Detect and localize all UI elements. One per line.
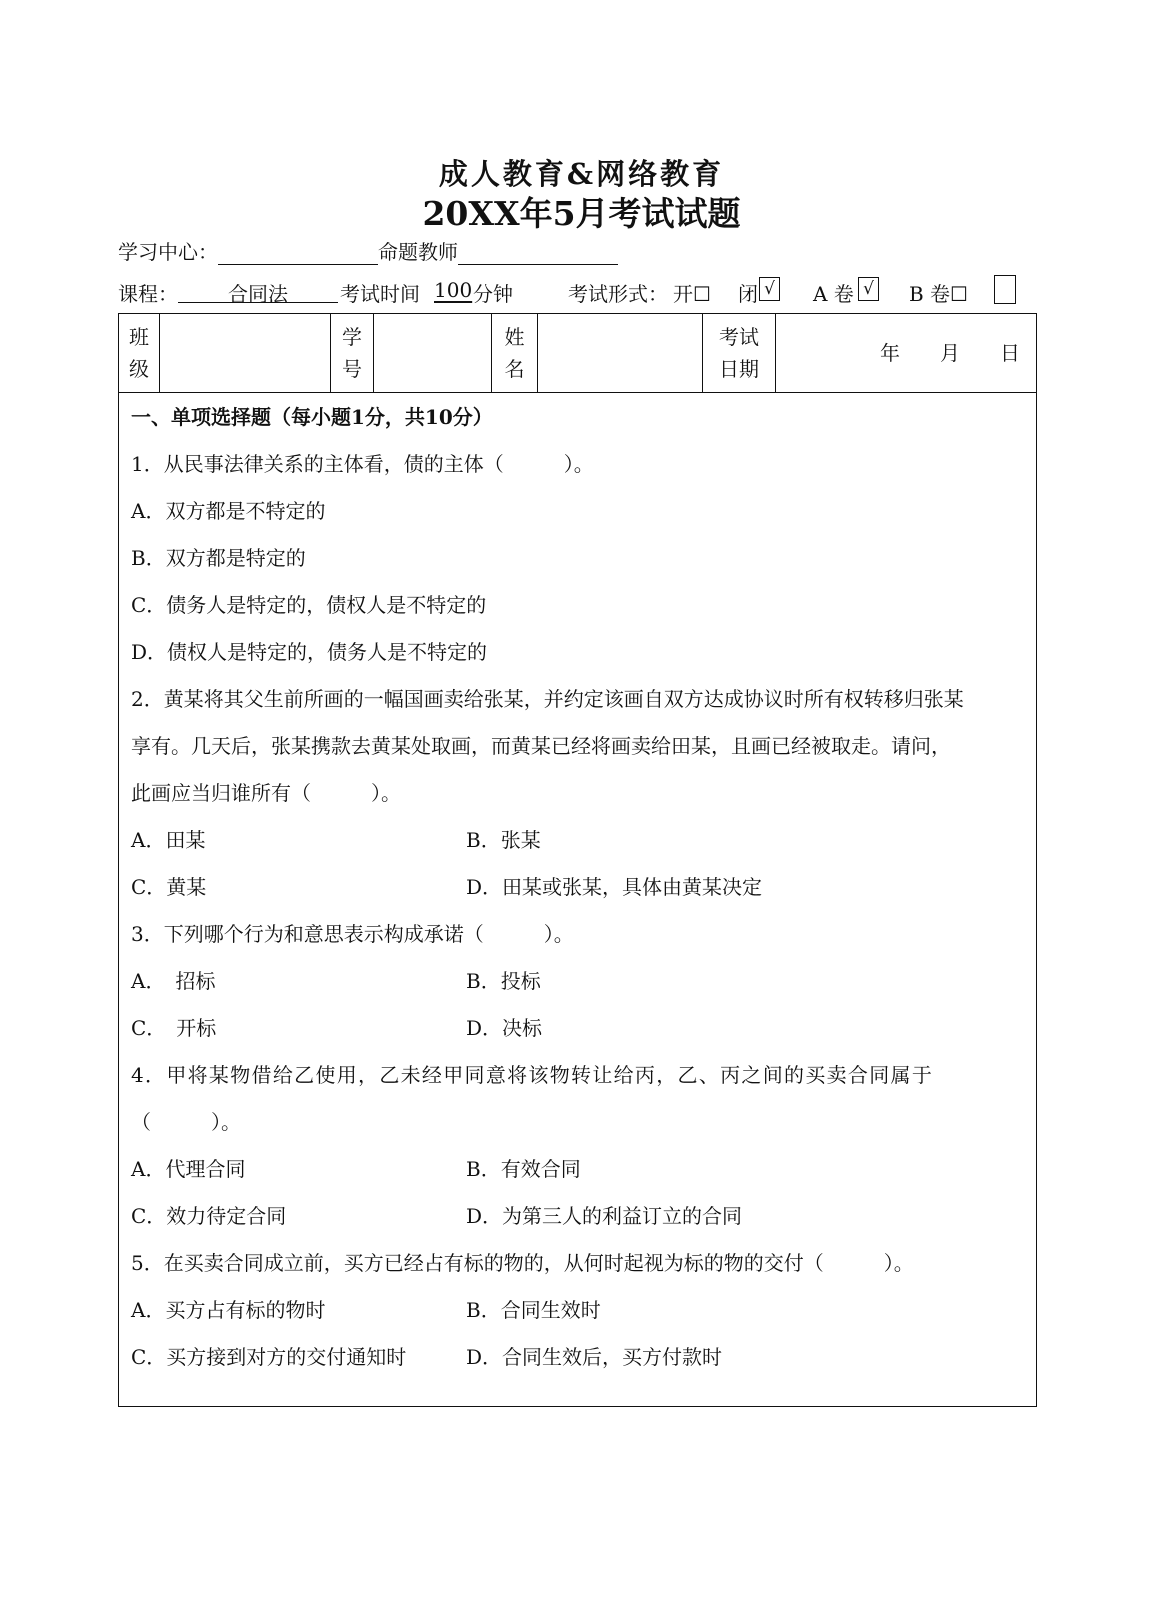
q4-option-c: C．效力待定合同 [131,1204,287,1228]
q3-option-b: B．投标 [466,969,541,993]
id-field[interactable] [374,314,492,393]
question-section [118,393,1037,1407]
class-label-cell [119,314,160,393]
name-label-1: 姓 [504,325,525,349]
q5-options-row2 [131,1341,1011,1370]
date-label-2: 日期 [719,357,759,381]
q1-option-b: B．双方都是特定的 [131,546,306,570]
name-field[interactable] [538,314,703,393]
q5-option-c: C．买方接到对方的交付通知时 [131,1345,407,1369]
q5-options-row1 [131,1294,1011,1323]
q2-stem-line3: 此画应当归谁所有（ ）。 [131,781,401,805]
q2-option-d: D．田某或张某，具体由黄某决定 [466,875,763,899]
teacher-label: 命题教师 [378,240,458,264]
date-label-cell [703,314,776,393]
class-field[interactable] [160,314,331,393]
q3-options-row1 [131,965,1011,994]
center-blank[interactable] [218,242,378,265]
q4-stem-line2: （ ）。 [131,1110,241,1134]
q2-options-row1 [131,824,1011,853]
open-option[interactable]: 开☐ [673,282,711,306]
id-label-2: 号 [342,357,362,381]
q4-option-b: B．有效合同 [466,1157,581,1181]
q5-option-a: A．买方占有标的物时 [131,1298,326,1322]
exam-title: 20XX年5月考试试题 [422,194,741,233]
q1-option-c: C．债务人是特定的，债权人是不特定的 [131,593,487,617]
a-paper-label: A 卷 [813,282,854,306]
q1-stem: 1．从民事法律关系的主体看，债的主体（ ）。 [131,452,594,476]
form-label: 考试形式： [568,282,668,306]
id-label-cell [331,314,374,393]
time-unit: 分钟 [473,282,513,306]
exam-header-title: 成人教育&网络教育 [438,157,725,191]
course-row [118,278,1038,308]
id-label-1: 学 [342,325,362,349]
time-value: 100 [434,278,473,302]
q2-option-c: C．黄某 [131,875,207,899]
q2-option-b: B．张某 [466,828,541,852]
section-heading: 一、单项选择题（每小题1分，共10分） [131,405,493,429]
q4-option-a: A．代理合同 [131,1157,246,1181]
a-paper-checkbox[interactable]: √ [858,277,879,301]
class-label-2: 级 [129,357,149,381]
q5-option-d: D．合同生效后，买方付款时 [466,1345,723,1369]
q4-stem-line1: 4．甲将某物借给乙使用，乙未经甲同意将该物转让给丙，乙、丙之间的买卖合同属于 [131,1063,934,1087]
course-value: 合同法 [178,278,338,303]
extra-box [994,275,1016,304]
date-label-1: 考试 [719,325,759,349]
q1-option-a: A．双方都是不特定的 [131,499,326,523]
closed-checkbox[interactable]: √ [759,277,780,301]
q4-option-d: D．为第三人的利益订立的合同 [466,1204,743,1228]
q5-stem: 5．在买卖合同成立前，买方已经占有标的物的，从何时起视为标的物的交付（ ）。 [131,1251,914,1275]
closed-label: 闭 [738,282,758,306]
class-label-1: 班 [129,325,149,349]
center-teacher-row [118,236,618,265]
q2-stem-line2: 享有。几天后，张某携款去黄某处取画，而黄某已经将画卖给田某，且画已经被取走。请问， [131,734,951,758]
name-label-2: 名 [504,357,525,381]
center-label: 学习中心： [118,240,218,264]
time-label: 考试时间 [340,282,420,306]
teacher-blank[interactable] [458,242,618,265]
date-field[interactable]: 年 月 日 [776,314,1037,393]
q5-option-b: B．合同生效时 [466,1298,601,1322]
q2-options-row2 [131,871,1011,900]
q2-option-a: A．田某 [131,828,206,852]
q3-stem: 3．下列哪个行为和意思表示构成承诺（ ）。 [131,922,574,946]
q3-option-d: D．决标 [466,1016,543,1040]
q3-option-c: C． 开标 [131,1016,217,1040]
q4-options-row2 [131,1200,1011,1229]
course-label: 课程： [118,282,178,306]
q3-option-a: A． 招标 [131,969,216,993]
q1-option-d: D．债权人是特定的，债务人是不特定的 [131,640,488,664]
q4-options-row1 [131,1153,1011,1182]
b-paper-option[interactable]: B 卷☐ [909,282,968,306]
q2-stem-line1: 2．黄某将其父生前所画的一幅国画卖给张某，并约定该画自双方达成协议时所有权转移归张某 [131,687,964,711]
student-info-table [118,313,1037,393]
name-label-cell [492,314,538,393]
q3-options-row2 [131,1012,1011,1041]
